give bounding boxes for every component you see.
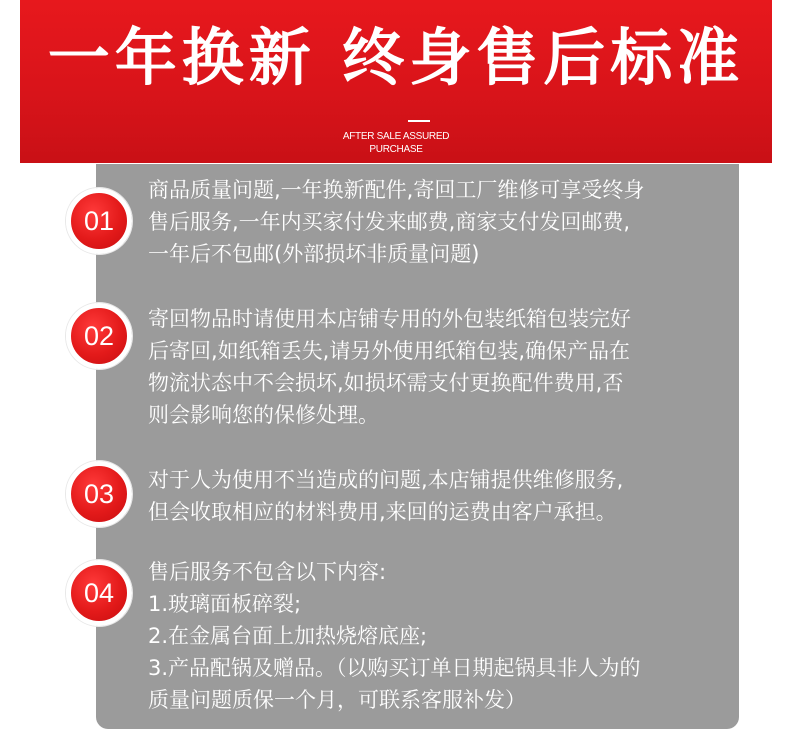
banner-divider — [408, 120, 430, 122]
banner-subtitle — [20, 130, 772, 156]
policy-line: 一年后不包邮(外部损坏非质量问题) — [148, 242, 480, 266]
policy-line: 寄回物品时请使用本店铺专用的外包装纸箱包装完好 — [148, 307, 631, 331]
policy-line: 则会影响您的保修处理。 — [148, 403, 379, 427]
banner-subtitle-line-1: AFTER SALE ASSURED — [342, 131, 450, 142]
number-badge-03: 03 — [66, 461, 132, 527]
policy-text-01 — [148, 174, 748, 270]
policy-text-02 — [148, 303, 748, 431]
policy-line: 3.产品配锅及赠品。（以购买订单日期起锅具非人为的 — [148, 656, 641, 680]
banner-subtitle-line-2: PURCHASE — [369, 144, 423, 155]
policy-line: 物流状态中不会损坏,如损坏需支付更换配件费用,否 — [148, 371, 624, 395]
policy-line: 商品质量问题,一年换新配件,寄回工厂维修可享受终身 — [148, 178, 645, 202]
policy-line: 售后服务,一年内买家付发来邮费,商家支付发回邮费, — [148, 210, 631, 234]
number-badge-02: 02 — [66, 303, 132, 369]
number-badge-01: 01 — [66, 188, 132, 254]
policy-line: 1.玻璃面板碎裂; — [148, 592, 302, 616]
header-banner — [20, 0, 772, 163]
policy-line: 后寄回,如纸箱丢失,请另外使用纸箱包装,确保产品在 — [148, 339, 631, 363]
policy-line: 质量问题质保一个月，可联系客服补发） — [148, 688, 526, 712]
banner-title: 一年换新 终身售后标准 — [47, 21, 745, 94]
policy-line: 对于人为使用不当造成的问题,本店铺提供维修服务, — [148, 468, 624, 492]
policy-line: 售后服务不包含以下内容: — [148, 560, 387, 584]
policy-text-03 — [148, 464, 748, 528]
number-badge-04: 04 — [66, 560, 132, 626]
policy-line: 但会收取相应的材料费用,来回的运费由客户承担。 — [148, 500, 617, 524]
policy-text-04 — [148, 556, 748, 716]
policy-line: 2.在金属台面上加热烧熔底座; — [148, 624, 428, 648]
